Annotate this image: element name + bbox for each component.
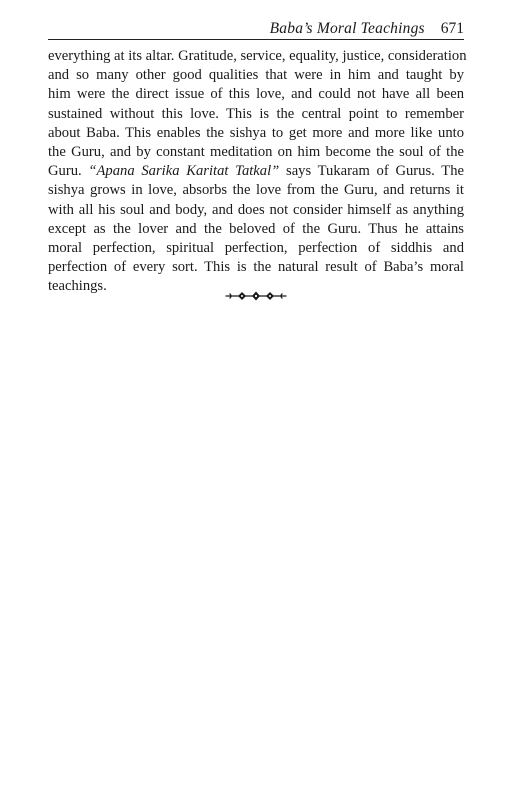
text-line: perfection of every sort. This is the natural result of Baba’s moral (48, 259, 464, 276)
diamond-scroll-divider-icon (224, 289, 288, 303)
running-head-title: Baba’s Moral Teachings (269, 20, 425, 37)
page-number: 671 (440, 20, 464, 37)
text-line: with all his soul and body, and does not consider himself as anything (48, 201, 464, 218)
text-line-before-quote: Guru. (48, 163, 89, 180)
text-line: except as the lover and the beloved of the Guru. Thus he attains (48, 220, 464, 237)
text-line: about Baba. This enables the sishya to get more and more like unto (48, 124, 464, 141)
text-line: sishya grows in love, absorbs the love from the Guru, and returns it (48, 182, 464, 199)
text-line: the Guru, and by constant meditation on him become the soul of the (48, 144, 464, 161)
text-line: and so many other good qualities that were in him and taught by (48, 67, 464, 84)
text-line: everything at its altar. Gratitude, service, equality, justice, consideration (48, 48, 467, 64)
body-paragraph (48, 47, 467, 297)
text-line-after-quote: says Tukaram of Gurus. The (279, 163, 464, 180)
running-head (48, 19, 464, 40)
text-line: sustained without this love. This is the central point to remember (48, 105, 464, 122)
quoted-abhang: “Apana Sarika Karitat Tatkal” (88, 163, 280, 180)
text-line (48, 162, 464, 181)
text-line: moral perfection, spiritual perfection, perfection of siddhis and (48, 240, 464, 257)
text-line: him were the direct issue of this love, and could not have all been (48, 86, 464, 103)
text-line: teachings. (48, 278, 107, 295)
